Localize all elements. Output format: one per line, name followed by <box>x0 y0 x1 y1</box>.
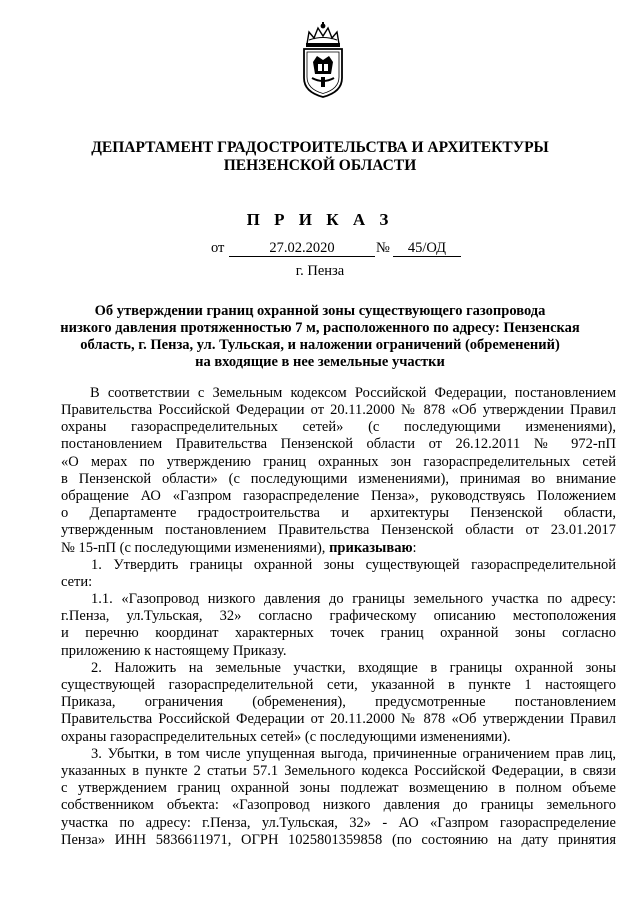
item-2-line: 2. Наложить на земельные участки, входящие в границы охранной зоны <box>91 659 616 676</box>
item-3-line: 3. Убытки, в том числе упущенная выгода, причиненные ограничением прав лиц, <box>91 745 616 762</box>
item-1-1-line: приложению к настоящему Приказу. <box>61 642 287 659</box>
text-line: «О мерах по утверждению границ охранных зон газораспределительных сетей <box>61 453 616 470</box>
item-1-line: 1. Утвердить границы охранной зоны существующей газораспределительной <box>91 556 616 573</box>
text-line: постановлением Правительства Пензенской области от 26.12.2011 № 972-пП <box>61 436 616 453</box>
text-line: Правительства Российской Федерации от 20.11.2000 № 878 «Об утверждении Правил <box>61 402 616 418</box>
item-3-line: участка по адресу: г.Пенза, ул.Тульская, 32» - АО «Газпром газораспределение <box>61 814 616 831</box>
item-2-line: Приказа, ограничения (обременения), предусмотренные постановлением <box>61 694 616 711</box>
item-1-1-line: и перечню координат характерных точек границ охранной зоны согласно <box>61 625 616 642</box>
coat-of-arms-emblem <box>301 22 345 98</box>
date-number-line <box>0 240 640 260</box>
text-span: № 15-пП (с последующими изменениями), <box>61 539 330 556</box>
order-title-line2: низкого давления протяженностью 7 м, расположенного по адресу: Пензенская <box>60 320 580 336</box>
department-name-line2: ПЕНЗЕНСКОЙ ОБЛАСТИ <box>223 157 417 174</box>
order-date: 27.02.2020 <box>229 240 375 257</box>
text-line: о Департаменте градостроительства и архитектуры Пензенской области, <box>61 505 616 522</box>
text-line <box>61 540 616 557</box>
item-1-line: сети: <box>61 573 93 590</box>
item-3-line: указанных в пункте 2 статьи 57.1 Земельного кодекса Российской Федерации, в связи <box>61 762 616 779</box>
item-2-line: существующей газораспределительной сети, указанной в пункте 1 настоящего <box>61 677 616 693</box>
order-title-line3: область, г. Пенза, ул. Тульская, и наложении ограничений (обременений) <box>80 337 560 353</box>
item-2-line: охраны газораспределительных сетей» (с последующими изменениями). <box>61 728 511 745</box>
number-sign: № <box>376 240 390 256</box>
item-2-line: Правительства Российской Федерации от 20.11.2000 № 878 «Об утверждении Правил <box>61 711 616 728</box>
item-3-line: собственником объекта: «Газопровод низкого давления до границы земельного <box>61 797 616 814</box>
item-3-line: Пенза» ИНН 5836611971, ОГРН 1025801359858 (по состоянию на дату принятия <box>61 831 616 848</box>
date-prefix-label: от <box>211 240 225 256</box>
item-1-1-line: г.Пенза, ул.Тульская, 32» согласно графическому описанию местоположения <box>61 608 616 625</box>
document-type-heading: П Р И К А З <box>246 210 394 229</box>
order-keyword: приказываю <box>329 539 413 556</box>
preamble-paragraph-cont <box>61 402 616 849</box>
order-title-line1: Об утверждении границ охранной зоны существующего газопровода <box>94 303 546 319</box>
text-span: : <box>412 539 417 556</box>
city-label: г. Пенза <box>295 263 345 279</box>
order-title-line4: на входящие в нее земельные участки <box>195 354 445 370</box>
order-number: 45/ОД <box>393 240 461 257</box>
text-line: охраны газораспределительных сетей» (с последующими изменениями), <box>61 419 616 436</box>
text-line: утвержденным постановлением Правительства Пензенской области от 23.01.2017 <box>61 522 616 539</box>
text-line: обращение АО «Газпром газораспределение Пенза», руководствуясь Положением <box>61 487 616 504</box>
item-1-1-line: 1.1. «Газопровод низкого давления до границы земельного участка по адресу: <box>91 591 616 608</box>
preamble-paragraph <box>90 385 616 402</box>
item-3-line: с утверждением границ охранной зоны подлежат возмещению в полном объеме <box>61 780 616 797</box>
department-name-line1: ДЕПАРТАМЕНТ ГРАДОСТРОИТЕЛЬСТВА И АРХИТЕКТУРЫ <box>91 139 549 156</box>
text-line: в Пензенской области» (с последующими изменениями), принимая во внимание <box>61 470 616 487</box>
text-line: В соответствии с Земельным кодексом Российской Федерации, постановлением <box>90 385 616 401</box>
